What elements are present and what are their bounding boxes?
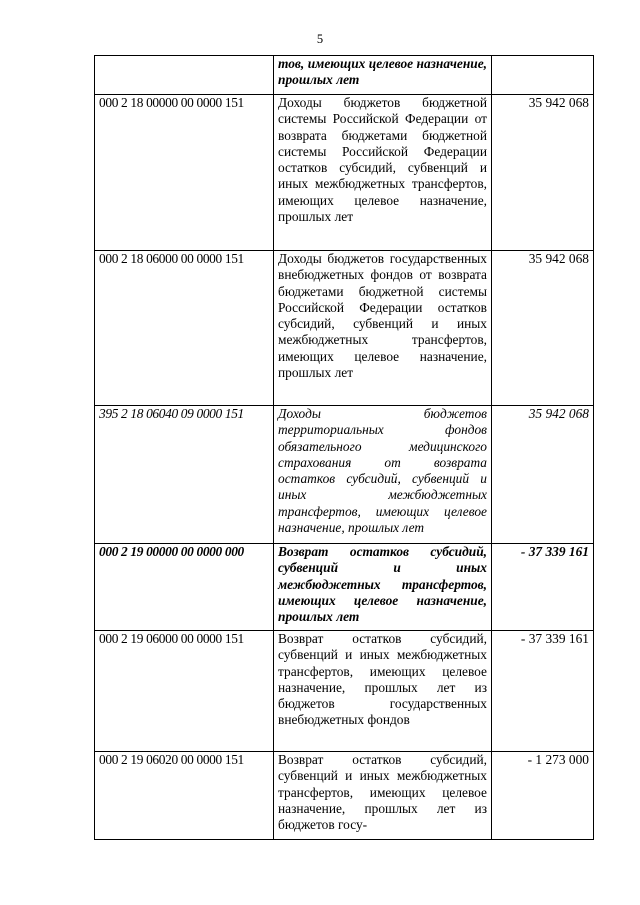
budget-revenue-table xyxy=(94,55,594,840)
revenue-name-cell: Доходы бюджетов бюджетной системы Российской Федерации от возврата бюджетами бюджетной системы Российской Федерации остатков субсидий, субвенций и иных межбюджетных трансфертов, имеющих целевое назначение, прошлых лет xyxy=(274,95,492,251)
table-row xyxy=(95,544,594,631)
amount-cell xyxy=(492,56,594,95)
table-row xyxy=(95,406,594,544)
revenue-name-cell: Возврат остатков субсидий, субвенций и иных межбюджетных трансфертов, имеющих целевое назначение, прошлых лет из бюджетов государственных внебюджетных фондов xyxy=(274,631,492,752)
page-number: 5 xyxy=(316,32,324,46)
revenue-name-cell: Доходы бюджетов государственных внебюджетных фондов от возврата бюджетами бюджетной системы Российской Федерации остатков субсидий, субвенций и иных межбюджетных трансфертов, имеющих целевое назначение, прошлых лет xyxy=(274,251,492,406)
table-row xyxy=(95,56,594,95)
budget-code-cell xyxy=(95,56,274,95)
budget-code-cell: 000 2 19 00000 00 0000 000 xyxy=(95,544,274,631)
amount-cell: 35 942 068 xyxy=(492,251,594,406)
table-row xyxy=(95,251,594,406)
budget-code-cell: 395 2 18 06040 09 0000 151 xyxy=(95,406,274,544)
revenue-name-cell: Возврат остатков субсидий, субвенций и иных межбюджетных трансфертов, имеющих целевое назначение, прошлых лет xyxy=(274,544,492,631)
budget-code-cell: 000 2 19 06020 00 0000 151 xyxy=(95,752,274,840)
revenue-name-cell: Доходы бюджетов территориальных фондов обязательного медицинского страхования от возврата остатков субсидий, субвенций и иных межбюджетных трансфертов, имеющих целевое назначение, прошлых лет xyxy=(274,406,492,544)
amount-cell: - 37 339 161 xyxy=(492,631,594,752)
amount-cell: - 1 273 000 xyxy=(492,752,594,840)
table-row xyxy=(95,752,594,840)
budget-code-cell: 000 2 18 00000 00 0000 151 xyxy=(95,95,274,251)
budget-code-cell: 000 2 18 06000 00 0000 151 xyxy=(95,251,274,406)
budget-code-cell: 000 2 19 06000 00 0000 151 xyxy=(95,631,274,752)
amount-cell: - 37 339 161 xyxy=(492,544,594,631)
revenue-name-cell: тов, имеющих целевое назначение, прошлых лет xyxy=(274,56,492,95)
table-row xyxy=(95,95,594,251)
revenue-name-cell: Возврат остатков субсидий, субвенций и иных межбюджетных трансфертов, имеющих целевое назначение, прошлых лет из бюджетов госу- xyxy=(274,752,492,840)
table-row xyxy=(95,631,594,752)
amount-cell: 35 942 068 xyxy=(492,406,594,544)
amount-cell: 35 942 068 xyxy=(492,95,594,251)
